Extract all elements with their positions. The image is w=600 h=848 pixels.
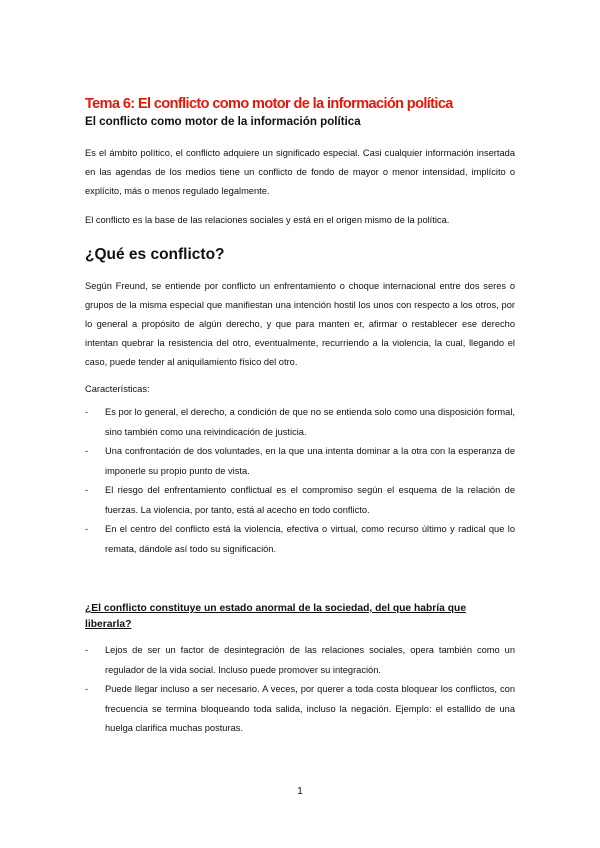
definition-paragraph: Según Freund, se entiende por conflicto un enfrentamiento o choque internacional entre dos seres o grupos de la misma especial que manifiestan una intención hostil los unos con respecto a los otros, por lo general a propósito de algún derecho, y que para manten er, afirmar o restablecer ese derecho intentan quebrar la resistencia del otro, eventualmente, recurriendo a la violencia, la cual, llegando el caso, puede tender al aniquilamiento físico del otro. [85, 281, 515, 367]
bullet-dash: - [85, 446, 89, 456]
list-item-text: El riesgo del enfrentamiento conflictual es el compromiso según el esquema de la relación de fuerzas. La violencia, por tanto, está al acecho en todo conflicto. [105, 485, 515, 515]
conflict-functions-list [85, 641, 515, 739]
list-item [67, 481, 515, 520]
list-item [67, 442, 515, 481]
bullet-dash: - [85, 684, 89, 694]
list-item [67, 403, 515, 442]
intro-paragraph: Es el ámbito político, el conflicto adquiere un significado especial. Casi cualquier información insertada en las agendas de los medios tiene un conflicto de fondo de mayor o menor intensidad, implícito o explícito, más o menos regulado legalmente. [85, 148, 515, 196]
page-number: 1 [297, 786, 303, 797]
bullet-dash: - [85, 485, 89, 495]
characteristics-list [85, 403, 515, 559]
bullet-dash: - [85, 524, 89, 534]
list-item [67, 520, 515, 559]
bullet-dash: - [85, 407, 89, 417]
document-subtitle: El conflicto como motor de la información política [85, 115, 361, 128]
list-item-text: Una confrontación de dos voluntades, en la que una intenta dominar a la otra con la esperanza de imponerle su propio punto de vista. [105, 446, 515, 476]
bullet-dash: - [85, 645, 89, 655]
list-item-text: Puede llegar incluso a ser necesario. A veces, por querer a toda costa bloquear los conflictos, con frecuencia se termina bloqueando toda salida, incluso la negación. Ejemplo: el estallido de una huelga clarifica muchas posturas. [105, 684, 515, 733]
list-item-text: Lejos de ser un factor de desintegración de las relaciones sociales, opera también como un regulador de la vida social. Incluso puede promover su integración. [105, 645, 515, 675]
list-item-text: En el centro del conflicto está la violencia, efectiva o virtual, como recurso último y radical que lo remata, dándole así todo su significación. [105, 524, 515, 554]
list-item [67, 641, 515, 680]
list-item [67, 680, 515, 739]
list-item-text: Es por lo general, el derecho, a condición de que no se entienda solo como una disposición formal, sino también como una reivindicación de justicia. [105, 407, 515, 437]
intro-paragraph: El conflicto es la base de las relaciones sociales y está en el origen mismo de la política. [85, 215, 450, 225]
document-title: Tema 6: El conflicto como motor de la información política [85, 96, 453, 112]
section-heading-que-es-conflicto: ¿Qué es conflicto? [85, 246, 225, 263]
section-heading-estado-anormal: ¿El conflicto constituye un estado anormal de la sociedad, del que habría que liberarla? [85, 603, 467, 630]
page-content [85, 95, 515, 739]
list-label: Características: [85, 384, 150, 394]
